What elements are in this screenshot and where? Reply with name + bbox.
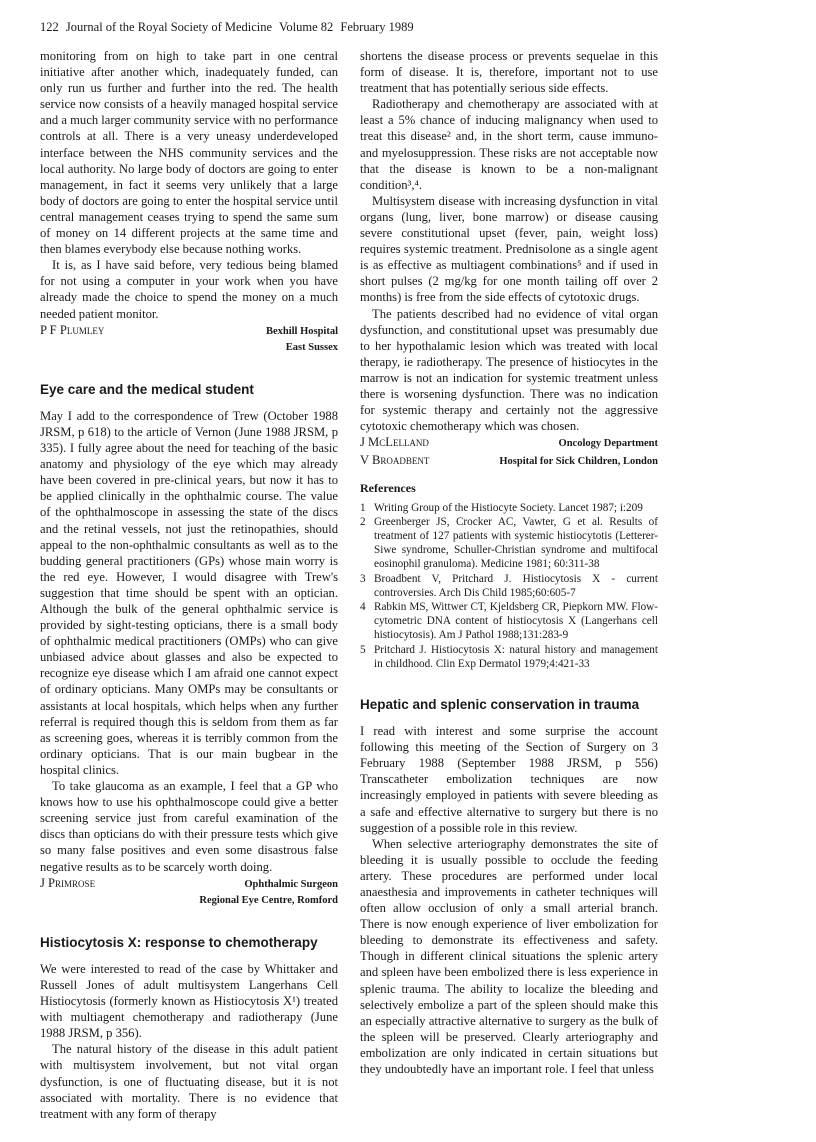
letter-paragraph: It is, as I have said before, very tedious being blamed for not using a computer in your work when you have already made the choice to spend the money on a much needed patient monitor. <box>40 258 338 321</box>
letter-title: Eye care and the medical student <box>40 381 254 397</box>
author-affiliation: Oncology Department <box>558 438 658 450</box>
letter-paragraph: The natural history of the disease in this adult patient with multisystem involvement, but not vital organ dysfunction, is one of fluctuating disease, but it is not associated with mortality. There is no evidence that treatment with any form of therapy <box>40 1042 338 1121</box>
running-header <box>40 20 680 35</box>
author-name: J Primrose <box>40 875 96 890</box>
letter-paragraph: I read with interest and some surprise the account following this meeting of the Section of Surgery on 3 February 1988 (September 1988 JRSM, p 556) Transcatheter embolization techniques are now increasingly employed in patients with severe bleeding as a safe and effective alternative to surgery but there is no suggestion of a possible role in this review. <box>360 724 658 835</box>
reference-item: 5 Pritchard J. Histiocytosis X: natural history and management in childhood. Clin Exp Dermatol 1979;4:421-33 <box>360 643 658 670</box>
letter-paragraph: monitoring from on high to take part in one central initiative after another which, inadequately funded, can only run us further and further into the red. The health service now consists of a heavily managed hospital service and a much larger community service with no performance controls at all. There is a very uneasy underdeveloped interface between the NHS community services and the local authority. No large body of doctors are going to enter management, in fact it seems very unlikely that a large body of doctors are going to enter the hospital service until central management ceases trying to spend the same sum of money on 14 different projects at the same time and then blames everybody else because nothing works. <box>40 49 338 257</box>
journal-title: Journal of the Royal Society of Medicine <box>65 20 273 34</box>
letter-paragraph: When selective arteriography demonstrates the site of bleeding it is usually possible to occlude the feeding artery. These procedures are performed under local anaesthesia and improvements in catheter techniques will often allow occlusion of only a small arterial branch. There is now enough experience of liver embolization for bleeding to demonstrate its effectiveness and safety. Though in different clinical situations the splenic artery and spleen have been embolized there is less experience in splenic trauma. The ability to localize the bleeding and selectively embolize a part of the spleen should make this an especially attractive alternative to surgery as the bulk of the spleen will be preserved. Clearly arteriography and embolization are only indicated in certain situations but they undoubtedly have an important role. I feel that unless <box>360 836 658 1077</box>
journal-volume: Volume 82 <box>278 20 334 34</box>
page-number: 122 <box>40 20 59 34</box>
issue-date: February 1989 <box>340 20 414 34</box>
letter-paragraph: Multisystem disease with increasing dysfunction in vital organs (lung, liver, bone marrow) or disease causing severe constitutional upset (fever, pain, weight loss) requires systemic treatment. Prednisolone as a single agent is as effective as multiagent combinations⁵ and if used in short pulses (2 mg/kg for one month tailing off over 2 months) is free from the side effects of cytotoxic drugs. <box>360 193 658 305</box>
signature-block <box>40 322 338 340</box>
author-affiliation: Hospital for Sick Children, London <box>499 456 658 468</box>
signature-block <box>40 875 338 893</box>
reference-item: 2 Greenberger JS, Crocker AC, Vawter, G et al. Results of treatment of 127 patients with systemic histiocytotis (Letterer-Siwe syndrome, Schuller-Christian syndrome and multifocal eosinophil granuloma). Medicine 1981; 60:311-38 <box>360 515 658 571</box>
letter-paragraph: The patients described had no evidence of vital organ dysfunction, and constitutional upset was presumably due to her hypothalamic lesion which was treated with local therapy, ie radiotherapy. The presence of histiocytes in the marrow is not an indication for systemic treatment unless there is worsening dysfunction. There was no indication for systemic therapy and certainly not the aggressive cytotoxic chemotherapy which was chosen. <box>360 306 658 434</box>
author-name: P F Plumley <box>40 322 105 337</box>
reference-list <box>360 501 658 671</box>
author-affiliation: Bexhill Hospital <box>265 325 338 337</box>
letter-title: Histiocytosis X: response to chemotherapy <box>40 934 318 950</box>
signature-block <box>360 452 658 470</box>
author-affiliation-line2: East Sussex <box>285 341 338 353</box>
signature-block <box>360 434 658 452</box>
author-affiliation: Ophthalmic Surgeon <box>244 878 338 890</box>
reference-item: 3 Broadbent V, Pritchard J. Histiocytosis X - current controversies. Arch Dis Child 1985;60:605-7 <box>360 572 658 599</box>
letter-paragraph: We were interested to read of the case by Whittaker and Russell Jones of adult multisystem Langerhans Cell Histiocytosis (formerly known as Histiocytosis X¹) treated with multiagent chemotherapy and radiotherapy (June 1988 JRSM, p 356). <box>40 961 338 1041</box>
left-column <box>40 48 338 1122</box>
right-column <box>360 48 658 1077</box>
letter-title: Hepatic and splenic conservation in trauma <box>360 696 640 712</box>
letter-paragraph: shortens the disease process or prevents sequelae in this form of disease. It is, therefore, important not to use treatment that has potentially serious side effects. <box>360 49 658 96</box>
author-name: J McLelland <box>360 435 429 450</box>
author-name: V Broadbent <box>360 453 430 468</box>
reference-item: 1 Writing Group of the Histiocyte Society. Lancet 1987; i:209 <box>360 501 643 514</box>
reference-item: 4 Rabkin MS, Wittwer CT, Kjeldsberg CR, Piepkorn MW. Flow-cytometric DNA content of histiocytosis X (Langerhans cell histiocytosis). Am J Pathol 1988;131:283-9 <box>360 600 658 642</box>
references-heading: References <box>360 481 416 496</box>
letter-paragraph: Radiotherapy and chemotherapy are associated with at least a 5% chance of inducing malignancy when used to treat this disease² and, in the short term, cause immuno- and myelosuppression. These risks are not acceptable now that the disease is known to be a non-malignant condition³,⁴. <box>360 97 658 192</box>
letter-paragraph: To take glaucoma as an example, I feel that a GP who knows how to use his ophthalmoscope could give a better screening service just from careful examination of the discs than opticians do with their pressure tests which give so many false positives and even some disastrous false negative results as to be scarcely worth doing. <box>40 779 338 874</box>
letter-paragraph: May I add to the correspondence of Trew (October 1988 JRSM, p 618) to the article of Vernon (June 1988 JRSM, p 335). I fully agree about the need for teaching of the basic anatomy and physiology of the eye which may already have been covered in pre-clinical years, but now it has to be applied clinically in the ophthalmic course. The value of the ophthalmoscope in assessing the state of the discs and the retinal vessels, not just the retinopathies, should appeal to the non-ophthalmic consultants as well as to the budding general practitioners (GPs) whose main worry is the red eye. However, I would disagree with Trew's suggestion that time should be spent with an optician. Although the bulk of the general ophthalmic service is provided by sight-testing opticians, there is a small body of ophthalmic medical practitioners (OMPs) who can give unbiased advice about glasses and also be expected to recognize eye disease which I am afraid one cannot expect of ordinary opticians. Many OMPs may be consultants or assistants at local hospitals, which helps when any further referral is required though this is seldom from them as far as screening goes, whereas it is terribly common from the ordinary opticians. That is our main bugbear in the hospital clinics. <box>40 408 338 777</box>
author-affiliation-line2: Regional Eye Centre, Romford <box>199 894 338 906</box>
